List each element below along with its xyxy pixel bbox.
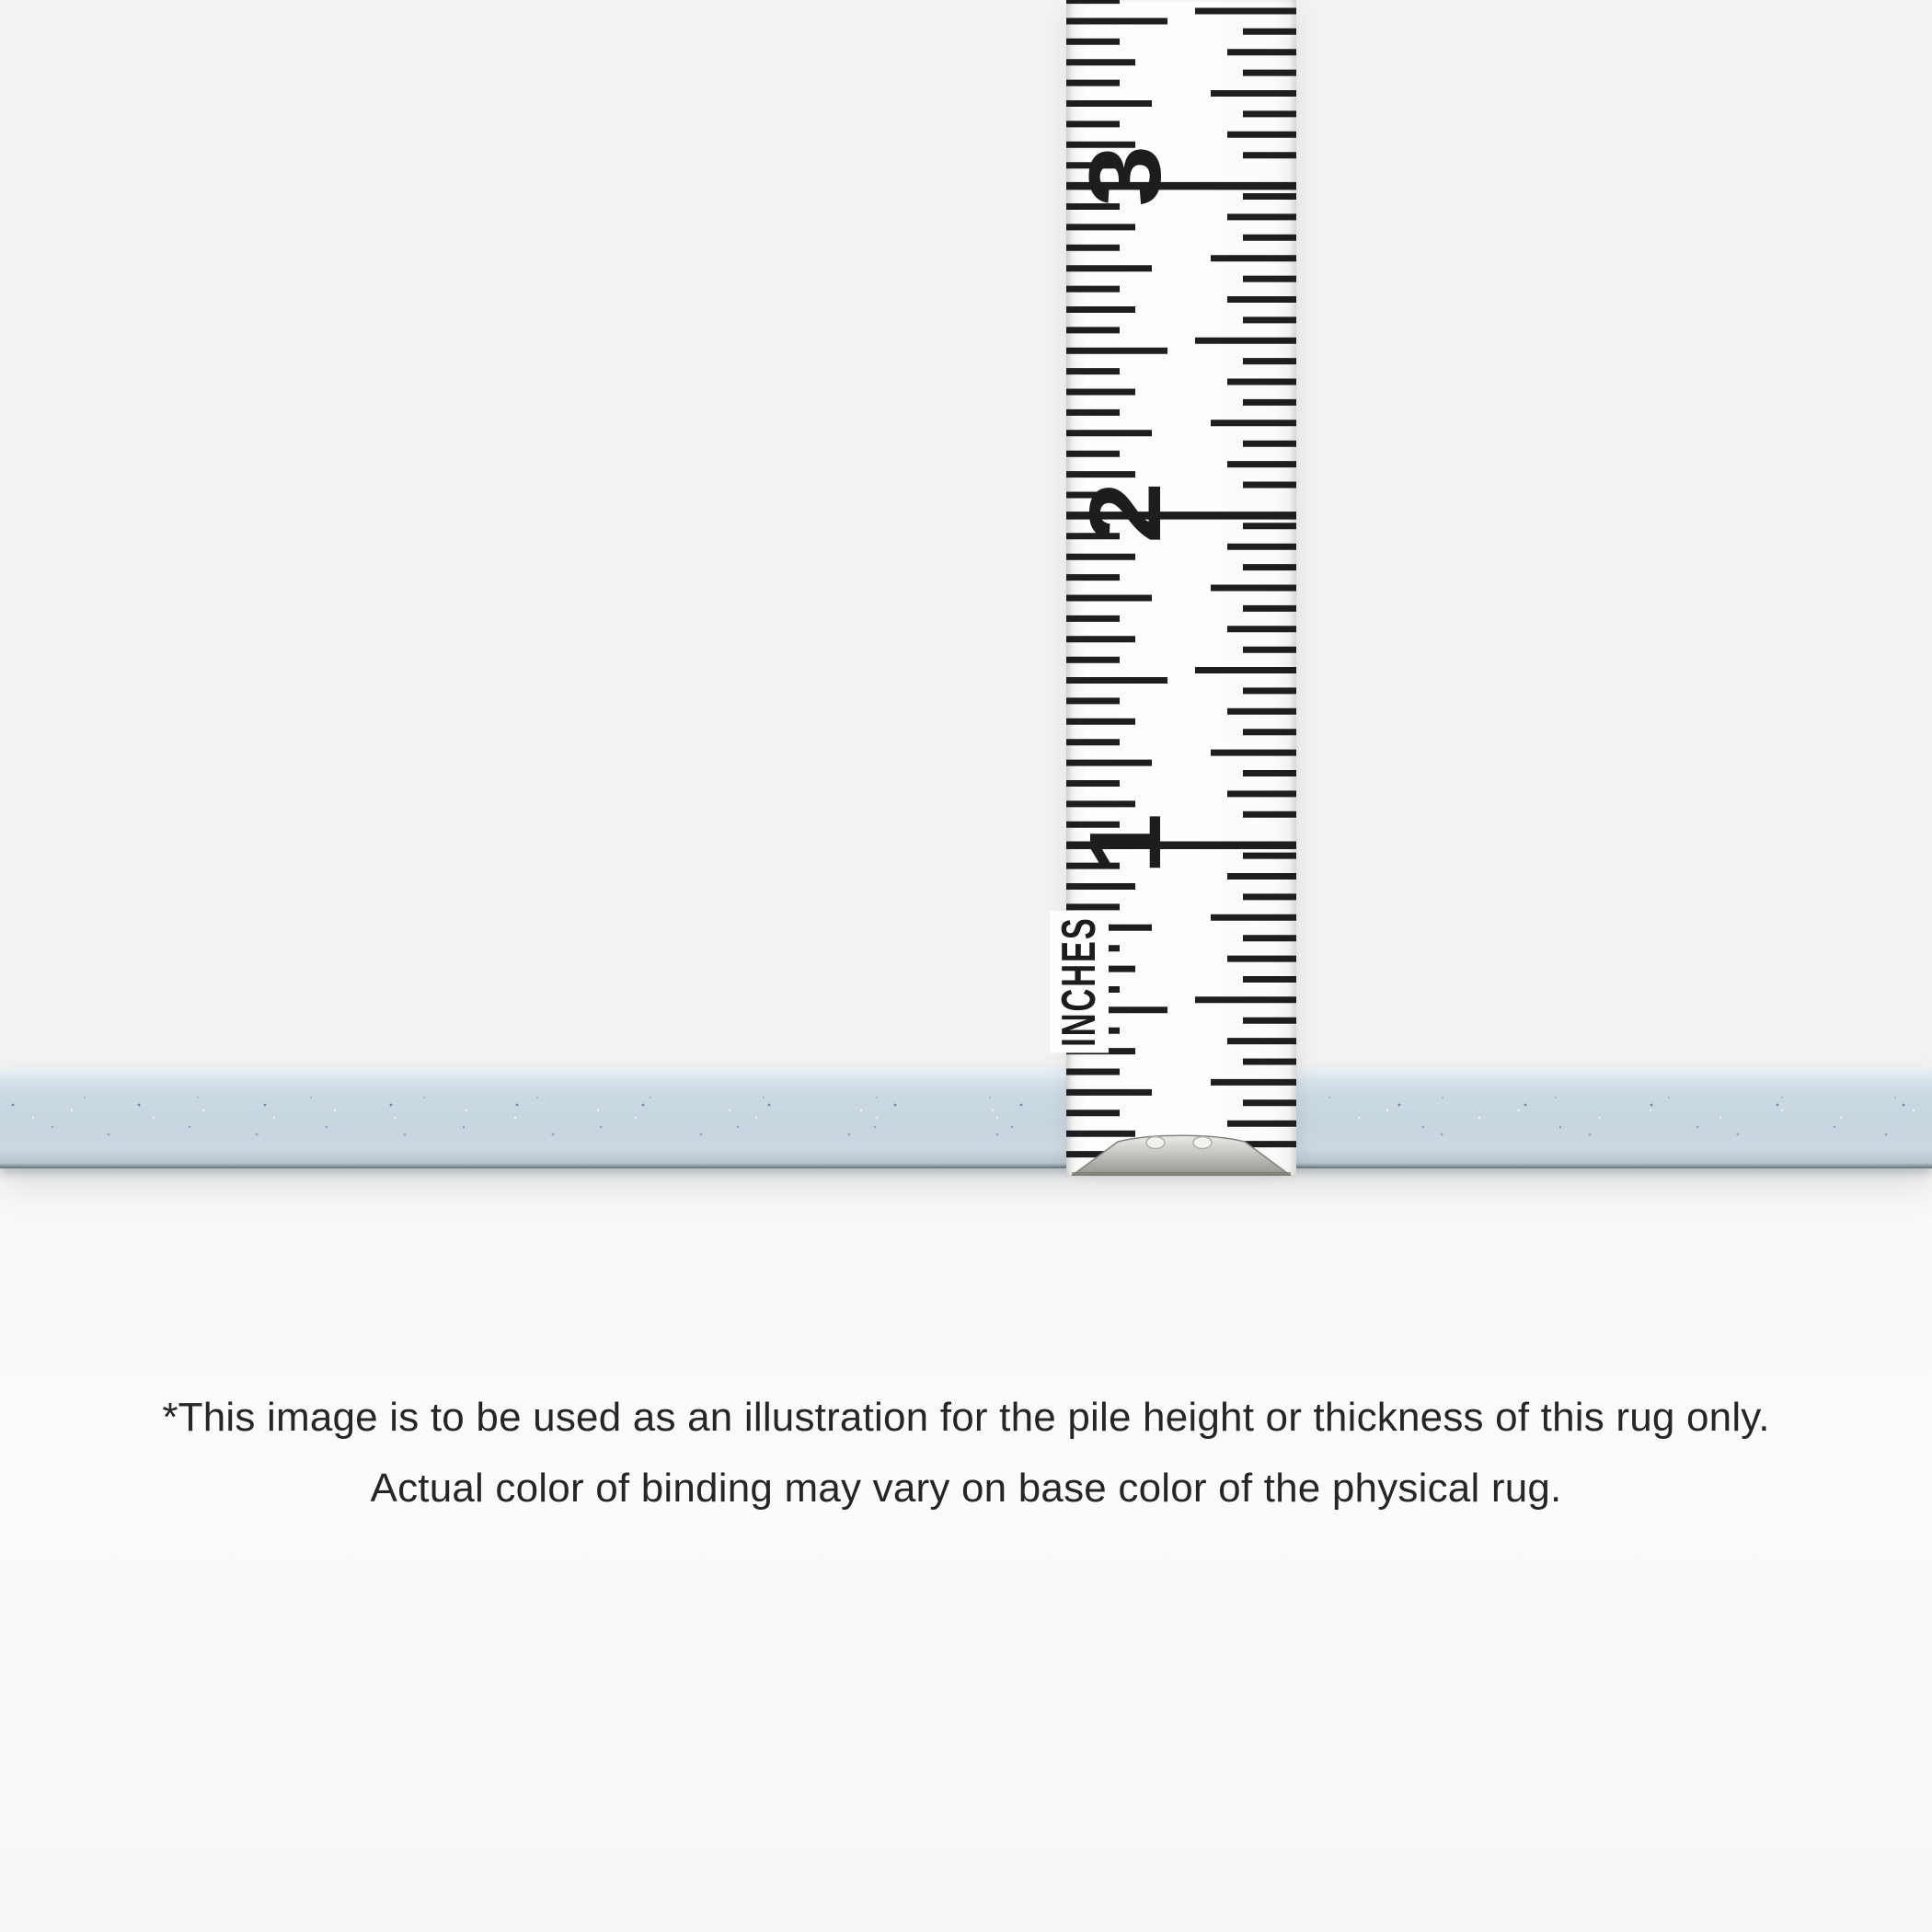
ruler-metal-end-cap — [1066, 1132, 1296, 1176]
disclaimer-line-1: *This image is to be used as an illustration for the pile height or thickness of this rug only. — [162, 1395, 1770, 1440]
cap-rivet — [1146, 1137, 1165, 1149]
rug-side-profile — [0, 1070, 1932, 1168]
cap-rivet — [1193, 1137, 1212, 1149]
disclaimer-line-2: Actual color of binding may vary on base color of the physical rug. — [370, 1466, 1562, 1511]
disclaimer-text — [0, 1382, 1932, 1524]
measuring-ruler: 3 2 1 INCHES — [1066, 0, 1296, 1176]
